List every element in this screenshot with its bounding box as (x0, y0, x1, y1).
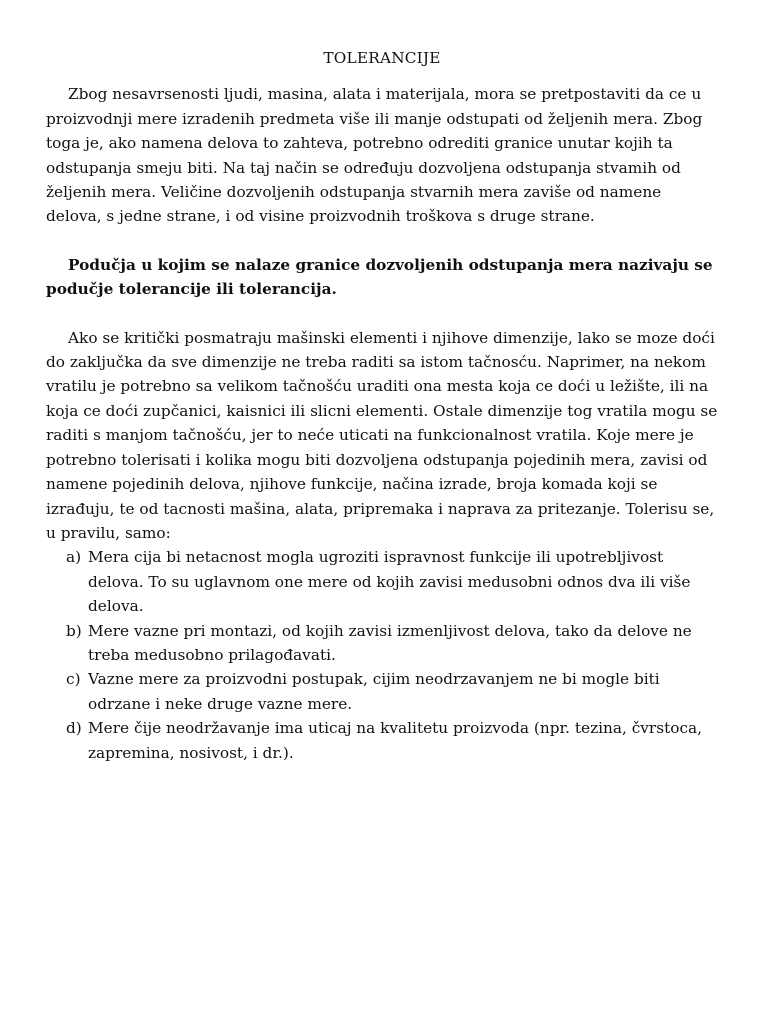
list-item-text: Mere vazne pri montazi, od kojih zavisi izmenljivost delova, tako da delove ne treba medusobno prilagođavati. (88, 621, 692, 664)
document-page (46, 46, 718, 765)
list-item (46, 667, 718, 716)
document-title: TOLERANCIJE (323, 49, 441, 67)
definition-paragraph: Podučja u kojim se nalaze granice dozvoljenih odstupanja mera nazivaju se podučje tolerancije ili tolerancija. (46, 255, 713, 299)
list-marker: b) (66, 621, 82, 640)
list-item (46, 619, 718, 668)
list-marker: a) (66, 548, 82, 567)
list-item-text: Vazne mere za proizvodni postupak, cijim neodrzavanjem ne bi mogle biti odrzane i neke druge vazne mere. (88, 670, 660, 713)
list-item-text: Mera cija bi netacnost mogla ugroziti ispravnost funkcije ili upotrebljivost delova. To su uglavnom one mere od kojih zavisi medusobni odnos dva ili više delova. (88, 548, 691, 616)
list-item-text: Mere čije neodržavanje ima uticaj na kvalitetu proizvoda (npr. tezina, čvrstoca, zapremina, nosivost, i dr.). (88, 719, 702, 762)
tolerance-criteria-list (46, 545, 718, 765)
list-marker: d) (66, 719, 82, 738)
list-item (46, 545, 718, 618)
list-marker: c) (66, 670, 81, 689)
list-item (46, 716, 718, 765)
intro-paragraph: Zbog nesavrsenosti ljudi, masina, alata i materijala, mora se pretpostaviti da ce u proizvodnji mere izradenih predmeta više ili manje odstupati od željenih mera. Zbog toga je, ako namena delova to zahteva, potrebno odrediti granice unutar kojih ta odstupanja smeju biti. Na taj način se određuju dozvoljena odstupanja stvamih od željenih mera. Veličine dozvoljenih odstupanja stvarnih mera zaviše od namene delova, s jedne strane, i od visine proizvodnih troškova s druge strane. (46, 85, 703, 226)
criteria-paragraph: Ako se kritički posmatraju mašinski elementi i njihove dimenzije, lako se moze doći do zaključka da sve dimenzije ne treba raditi sa istom tačnosću. Naprimer, na nekom vratilu je potrebno sa velikom tačnošću uraditi ona mesta koja ce doći u ležište, ili na koja ce doći zupčanici, kaisnici ili slicni elementi. Ostale dimenzije tog vratila mogu se raditi s manjom tačnošću, jer to neće uticati na funkcionalnost vratila. Koje mere je potrebno tolerisati i kolika mogu biti dozvoljena odstupanja pojedinih mera, zavisi od namene pojedinih delova, njihove funkcije, načina izrade, broja komada koji se izrađuju, te od tacnosti mašina, alata, pripremaka i naprava za pritezanje. Tolerisu se, u pravilu, samo: (46, 328, 718, 542)
